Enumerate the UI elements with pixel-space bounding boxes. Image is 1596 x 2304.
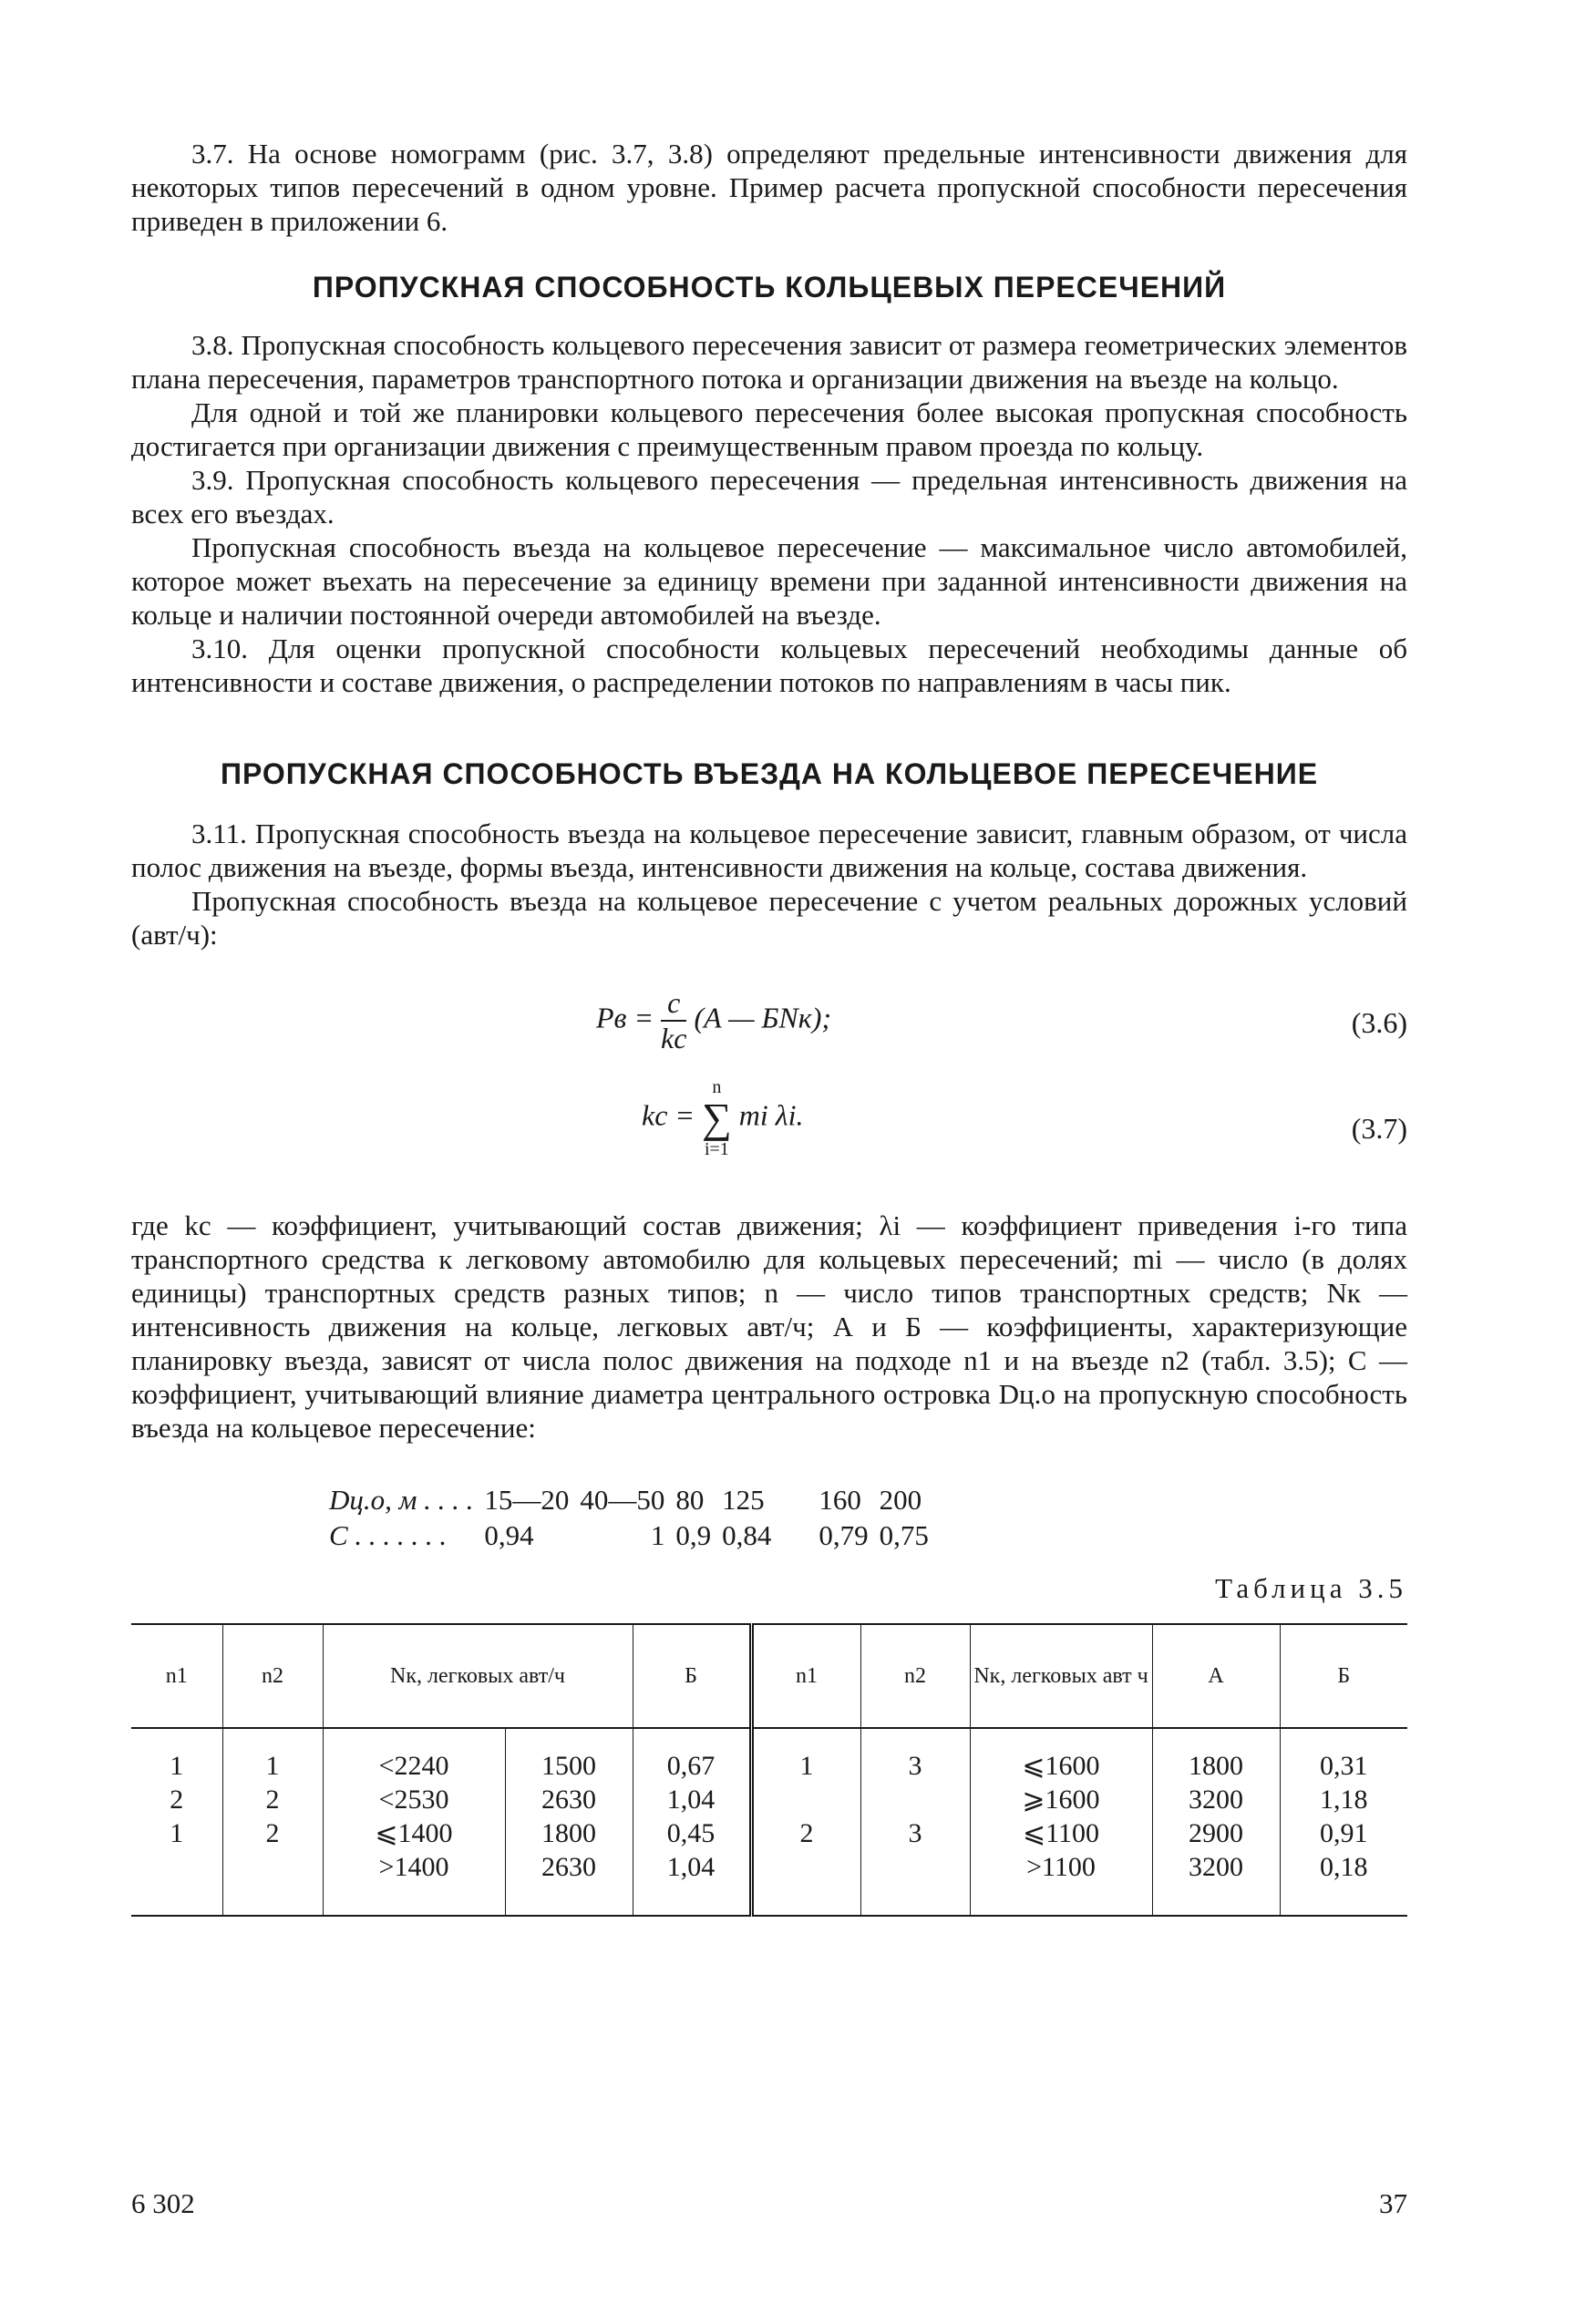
cell [860,1850,970,1884]
header-n1-right: n1 [751,1624,860,1728]
header-n2: n2 [222,1624,323,1728]
table-end-spacer [131,1884,1407,1916]
table-spacer-row [131,1728,1407,1749]
cell: 3 [860,1816,970,1850]
summation-sigma: ∑ [702,1095,732,1141]
cell: 2630 [505,1850,633,1884]
summation-lower-limit: i=1 [704,1139,729,1159]
header-a-right: А [1152,1624,1280,1728]
paragraph-where: где kс — коэффициент, учитывающий состав движения; λi — коэффициент приведения i-го типа транспортного средства к легковому автомобилю для кольцевых пересечений; mi — число (в долях единицы) транспортных средств разных типов; n — число типов транспортных средств; Nк — интенсивность движения на кольце, легковых авт/ч; А и Б — коэффициенты, характеризующие планировку въезда, зависят от числа полос движения на подходе n1 и на въезде n2 (табл. 3.5); С — коэффициент, учитывающий влияние диаметра центрального островка Dц.о на пропускную способность въезда на кольцевое пересечение: [131,1209,1407,1444]
cell [222,1850,323,1884]
diameter-label: Dц.о, м . . . . [329,1484,474,1516]
cell: 1,04 [633,1783,751,1816]
cell: <2530 [323,1783,505,1816]
cell: ⩽1600 [970,1749,1152,1783]
table-3-5 [131,1623,1407,1917]
cell: 1,04 [633,1850,751,1884]
cell: 0,45 [633,1816,751,1850]
diameter-value: 125 [722,1484,765,1516]
formula-3-7-lhs: kс = [642,1098,695,1132]
cell: 1,18 [1280,1783,1407,1816]
diameter-coefficient-table [327,1481,940,1554]
paragraph-3-11-b: Пропускная способность въезда на кольцевое пересечение с учетом реальных дорожных условий (авт/ч): [131,885,1407,951]
coefficient-value: 0,79 [819,1519,869,1551]
cell: 2 [751,1816,860,1850]
table-row [131,1749,1407,1783]
cell: 0,67 [633,1749,751,1783]
document-page [131,137,1407,1917]
summation-upper-limit: n [712,1077,722,1097]
coefficient-value: 1 [650,1519,665,1551]
table-header-row [131,1624,1407,1728]
cell: 2 [222,1783,323,1816]
formula-3-7 [131,1077,1407,1196]
table-row [131,1816,1407,1850]
paragraph-3-9: 3.9. Пропускная способность кольцевого пересечения — предельная интенсивность движения на всех его въездах. [131,464,1407,530]
table-caption: Таблица 3.5 [1215,1572,1407,1604]
cell: 0,31 [1280,1749,1407,1783]
section-heading-ring-capacity: ПРОПУСКНАЯ СПОСОБНОСТЬ КОЛЬЦЕВЫХ ПЕРЕСЕЧЕНИЙ [312,271,1227,303]
coefficient-value: 0,9 [675,1519,712,1551]
formula-3-6-rhs: (A — БNк); [694,1001,832,1034]
formula-3-7-label: (3.7) [1351,1112,1407,1145]
cell: 1 [751,1749,860,1783]
formula-3-7-rhs: mi λi. [738,1098,804,1132]
cell: ⩽1100 [970,1816,1152,1850]
cell: 0,18 [1280,1850,1407,1884]
diameter-row [329,1483,938,1517]
paragraph-3-10: 3.10. Для оценки пропускной способности кольцевых пересечений необходимы данные об интенсивности и составе движения, о распределении потоков по направлениям в часы пик. [131,633,1407,698]
diameter-value: 15—20 [484,1484,570,1516]
cell: 1 [170,1817,184,1848]
formula-3-6-lhs: Pв = [596,1001,654,1034]
diameter-value: 200 [879,1484,922,1516]
diameter-value: 160 [819,1484,861,1516]
header-n1: n1 [131,1624,222,1728]
diameter-value: 40—50 [580,1484,665,1516]
cell: 2 [170,1784,184,1815]
formula-3-6-label: (3.6) [1351,1006,1407,1039]
formula-3-6-denominator: kс [661,1022,687,1054]
coefficient-row [329,1518,938,1552]
paragraph-3-9-b: Пропускная способность въезда на кольцевое пересечение — максимальное число автомобилей, которое может въехать на пересечение за единицу времени при заданной интенсивности движения на кольце и наличии постоянной очереди автомобилей на въезде. [131,531,1407,631]
cell [860,1783,970,1816]
cell: 3200 [1152,1850,1280,1884]
cell: 2900 [1152,1816,1280,1850]
footer-signature-mark: 6 302 [131,2187,195,2219]
header-nk-right: Nк, легковых авт ч [970,1624,1152,1728]
cell: >1100 [970,1850,1152,1884]
cell: ⩾1600 [970,1783,1152,1816]
header-n2-right: n2 [860,1624,970,1728]
paragraph-3-11: 3.11. Пропускная способность въезда на кольцевое пересечение зависит, главным образом, от числа полос движения на въезде, формы въезда, интенсивности движения на кольце, состава движения. [131,818,1407,883]
coefficient-value: 0,94 [484,1519,534,1551]
header-nk: Nк, легковых авт/ч [323,1624,633,1728]
cell: 3 [860,1749,970,1783]
header-b: Б [633,1624,751,1728]
cell [751,1783,860,1816]
cell: 1800 [505,1816,633,1850]
paragraph-3-7: 3.7. На основе номограмм (рис. 3.7, 3.8) определяют предельные интенсивности движения для некоторых типов пересечений в одном уровне. Пример расчета пропускной способности пересечения приведен в приложении 6. [131,138,1407,237]
cell: <2240 [323,1749,505,1783]
cell [131,1850,222,1884]
summation-symbol [702,1077,732,1159]
header-b-right: Б [1280,1624,1407,1728]
cell: 1500 [505,1749,633,1783]
section-heading-entry-capacity: ПРОПУСКНАЯ СПОСОБНОСТЬ ВЪЕЗДА НА КОЛЬЦЕВОЕ ПЕРЕСЕЧЕНИЕ [220,757,1319,790]
paragraph-3-8-b: Для одной и той же планировки кольцевого пересечения более высокая пропускная способность достигается при организации движения с преимущественным правом проезда по кольцу. [131,396,1407,462]
table-row [131,1783,1407,1816]
cell: 0,91 [1280,1816,1407,1850]
coefficient-value: 0,84 [722,1519,772,1551]
diameter-value: 80 [675,1484,705,1516]
cell: 3200 [1152,1783,1280,1816]
cell: 1 [222,1749,323,1783]
cell: 1 [170,1750,184,1781]
cell: 1800 [1152,1749,1280,1783]
formula-3-6-fraction [661,986,686,1055]
cell: 2630 [505,1783,633,1816]
cell: ⩽1400 [323,1816,505,1850]
coefficient-label: С . . . . . . . [329,1519,448,1551]
page-number: 37 [1379,2187,1407,2219]
cell [751,1850,860,1884]
cell: 2 [222,1816,323,1850]
paragraph-3-8: 3.8. Пропускная способность кольцевого пересечения зависит от размера геометрических элементов плана пересечения, параметров транспортного потока и организации движения на въезде на кольцо. [131,329,1407,395]
coefficient-value: 0,75 [879,1519,929,1551]
formula-3-6-numerator: c [661,986,686,1022]
formula-3-6 [131,968,1407,1077]
cell: >1400 [323,1850,505,1884]
table-row [131,1850,1407,1884]
